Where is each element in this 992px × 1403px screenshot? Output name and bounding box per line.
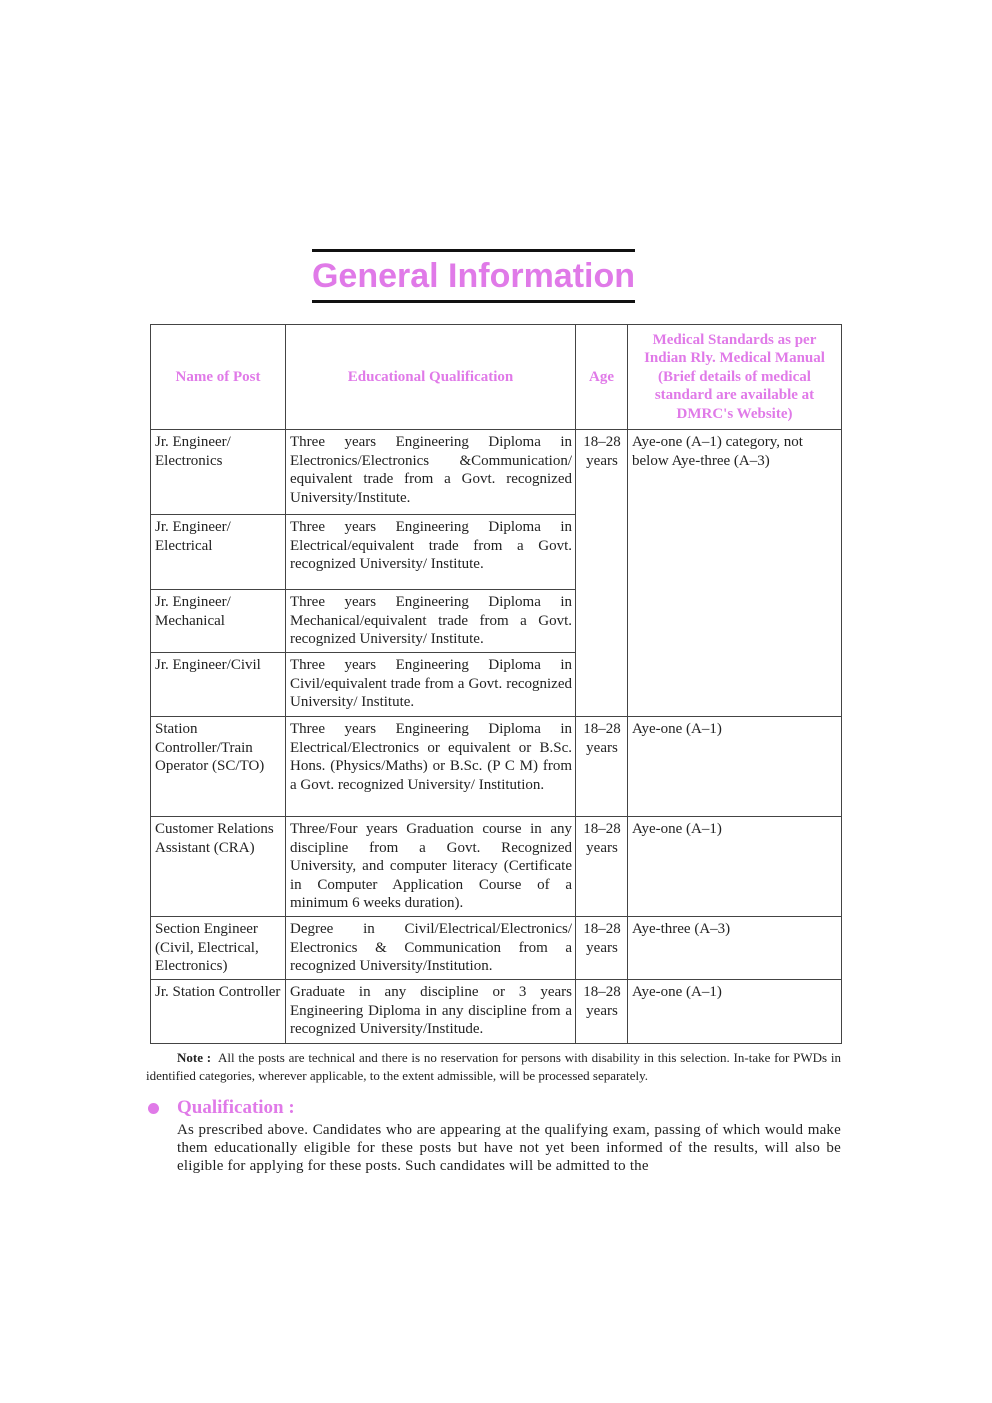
age-cell: 18–28 years [576,717,628,817]
qualification-cell: Degree in Civil/Electrical/Electronics/ Electronics & Communication from a recognized University/Institution. [286,917,576,980]
table-row [151,917,842,980]
qualification-cell: Three/Four years Graduation course in any discipline from a Govt. Recognized University, and computer literacy (Certificate in Computer Application Course of a minimum 6 weeks duration). [286,817,576,917]
post-cell: Jr. Engineer/ Electrical [151,515,286,590]
posts-table [150,324,842,1044]
note-text: All the posts are technical and there is no reservation for persons with disability in this selection. In-take for PWDs in identified categories, wherever applicable, to the extent admissible, will be processed separately. [146,1050,841,1083]
table-header-row [151,325,842,430]
post-cell: Jr. Engineer/ Mechanical [151,590,286,653]
post-cell: Jr. Station Controller [151,980,286,1044]
table-row [151,980,842,1044]
medical-cell: Aye-three (A–3) [628,917,842,980]
qualification-cell: Graduate in any discipline or 3 years Engineering Diploma in any discipline from a recognized University/Institude. [286,980,576,1044]
qualification-cell: Three years Engineering Diploma in Civil/equivalent trade from a Govt. recognized University/ Institute. [286,653,576,717]
header-age: Age [576,325,628,430]
post-cell: Station Controller/Train Operator (SC/TO) [151,717,286,817]
table-row [151,430,842,515]
qualification-cell: Three years Engineering Diploma in Electrical/Electronics or equivalent or B.Sc. Hons. (Physics/Maths) or B.Sc. (P C M) from a Govt. recognized University/ Institution. [286,717,576,817]
shared-age-cell: 18–28 years [576,430,628,717]
note-label: Note : [177,1050,212,1065]
medical-cell: Aye-one (A–1) [628,817,842,917]
medical-cell: Aye-one (A–1) [628,980,842,1044]
header-post: Name of Post [151,325,286,430]
qualification-cell: Three years Engineering Diploma in Mechanical/equivalent trade from a Govt. recognized University/ Institute. [286,590,576,653]
post-cell: Customer Relations Assistant (CRA) [151,817,286,917]
page-title: General Information [311,256,636,295]
table-row [151,717,842,817]
qualification-paragraph: As prescribed above. Candidates who are appearing at the qualifying exam, passing of which would make them educationally eligible for these posts but have not yet been informed of the results, will also be eligible for applying for these posts. Such candidates will be admitted to the [177,1122,841,1174]
qualification-heading-row [148,1097,295,1119]
table-row [151,817,842,917]
qualification-cell: Three years Engineering Diploma in Electronics/Electronics &Communication/ equivalent trade from a Govt. recognized University/Institute. [286,430,576,515]
post-cell: Jr. Engineer/Civil [151,653,286,717]
age-cell: 18–28 years [576,817,628,917]
age-cell: 18–28 years [576,980,628,1044]
note-paragraph [146,1049,841,1085]
header-qualification: Educational Qualification [286,325,576,430]
qualification-cell: Three years Engineering Diploma in Electrical/equivalent trade from a Govt. recognized University/ Institute. [286,515,576,590]
medical-cell: Aye-one (A–1) [628,717,842,817]
header-medical: Medical Standards as per Indian Rly. Medical Manual (Brief details of medical standard are available at DMRC's Website) [628,325,842,430]
bullet-icon [148,1103,159,1114]
age-cell: 18–28 years [576,917,628,980]
post-cell: Section Engineer (Civil, Electrical, Electronics) [151,917,286,980]
qualification-heading: Qualification : [177,1097,295,1118]
post-cell: Jr. Engineer/ Electronics [151,430,286,515]
shared-medical-cell: Aye-one (A–1) category, not below Aye-three (A–3) [628,430,842,717]
title-banner [312,249,635,303]
